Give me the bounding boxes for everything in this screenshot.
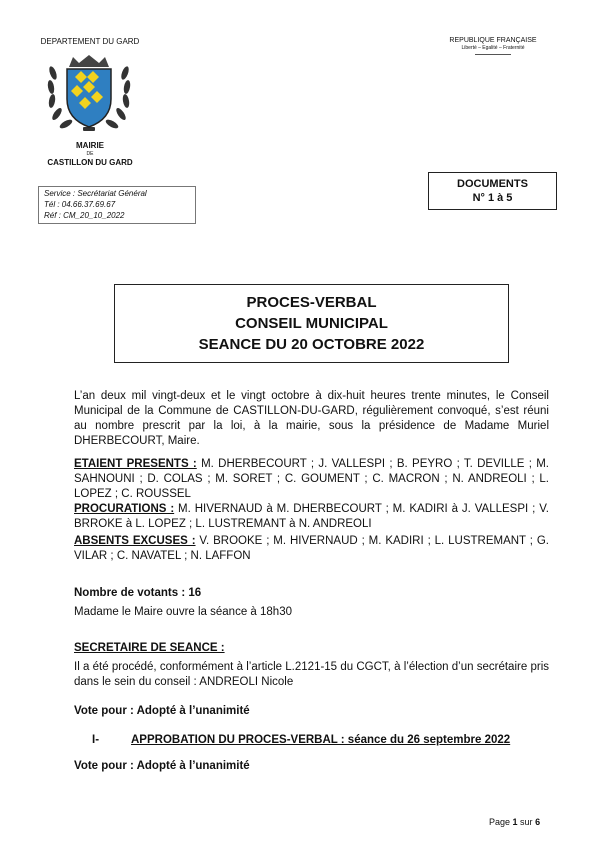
mairie-label: MAIRIE xyxy=(76,141,104,150)
motto-label: Liberté – Egalité – Fraternité xyxy=(461,45,525,51)
presents-text: M. DHERBECOURT ; J. VALLESPI ; B. PEYRO ; T. DEVILLE ; M. SAHNOUNI ; D. COLAS ; M. SORET ; C. GOUMENT ; C. MACRON ; N. ANDREOLI ; L. LOPEZ ; C. ROUSSEL xyxy=(74,458,549,500)
page-number xyxy=(489,817,540,827)
reference-line: Réf : CM_20_10_2022 xyxy=(44,211,125,220)
page-sur: sur xyxy=(517,817,536,827)
vote-result-1: Vote pour : Adopté à l’unanimité xyxy=(74,705,250,717)
page-total: 6 xyxy=(535,817,541,827)
absents-paragraph xyxy=(74,534,549,564)
coat-of-arms-logo xyxy=(45,55,133,140)
divider xyxy=(475,54,511,55)
documents-range: N° 1 à 5 xyxy=(472,192,513,204)
secretary-heading-text: SECRETAIRE DE SEANCE : xyxy=(74,642,225,654)
item-number: I- xyxy=(92,734,100,746)
title-box xyxy=(114,284,509,363)
item-heading xyxy=(131,733,551,748)
mairie-block xyxy=(20,140,160,168)
item-heading-text: APPROBATION DU PROCES-VERBAL : séance du 26 septembre 2022 xyxy=(131,734,511,746)
documents-box xyxy=(428,172,557,210)
secretary-heading xyxy=(74,641,549,656)
service-box xyxy=(38,186,196,224)
commune-label: CASTILLON DU GARD xyxy=(47,158,133,167)
title-line-3: SEANCE DU 20 OCTOBRE 2022 xyxy=(198,336,425,353)
department-label: DEPARTEMENT DU GARD xyxy=(40,37,140,46)
de-label: DE xyxy=(86,151,94,157)
procurations-label: PROCURATIONS : xyxy=(74,503,175,515)
votants-count: Nombre de votants : 16 xyxy=(74,587,202,599)
absents-label: ABSENTS EXCUSES : xyxy=(74,535,196,547)
page-current: 1 xyxy=(512,817,518,827)
vote-result-2: Vote pour : Adopté à l’unanimité xyxy=(74,760,250,772)
service-line: Service : Secrétariat Général xyxy=(44,189,147,198)
secretary-paragraph: Il a été procédé, conformément à l’article L.2121-15 du CGCT, à l’élection d’un secrétaire pris dans le sein du conseil : ANDREOLI Nicole xyxy=(74,661,549,688)
presents-label: ETAIENT PRESENTS : xyxy=(74,458,197,470)
opening-line: Madame le Maire ouvre la séance à 18h30 xyxy=(74,606,292,618)
republic-block xyxy=(428,37,558,55)
documents-label: DOCUMENTS xyxy=(457,178,528,190)
procurations-text: M. HIVERNAUD à M. DHERBECOURT ; M. KADIRI à J. VALLESPI ; V. BRROKE à L. LOPEZ ; L. LUSTREMANT à N. ANDREOLI xyxy=(74,503,550,530)
republic-label: REPUBLIQUE FRANÇAISE xyxy=(449,37,537,44)
procurations-paragraph xyxy=(74,502,549,532)
phone-line: Tél : 04.66.37.69.67 xyxy=(44,200,116,209)
absents-text: V. BROOKE ; M. HIVERNAUD ; M. KADIRI ; L. LUSTREMANT ; G. VILAR ; C. NAVATEL ; N. LAFFON xyxy=(74,535,549,562)
intro-paragraph: L’an deux mil vingt-deux et le vingt octobre à dix-huit heures trente minutes, le Conseil Municipal de la Commune de CASTILLON-DU-GARD, régulièrement convoqué, s’est réuni au nombre prescrit par la loi, à la mairie, sous la présidence de Madame Muriel DHERBECOURT, Maire. xyxy=(74,390,549,447)
page-label: Page xyxy=(489,817,513,827)
presents-paragraph xyxy=(74,457,549,502)
title-line-1: PROCES-VERBAL xyxy=(246,294,377,311)
title-line-2: CONSEIL MUNICIPAL xyxy=(235,315,388,332)
